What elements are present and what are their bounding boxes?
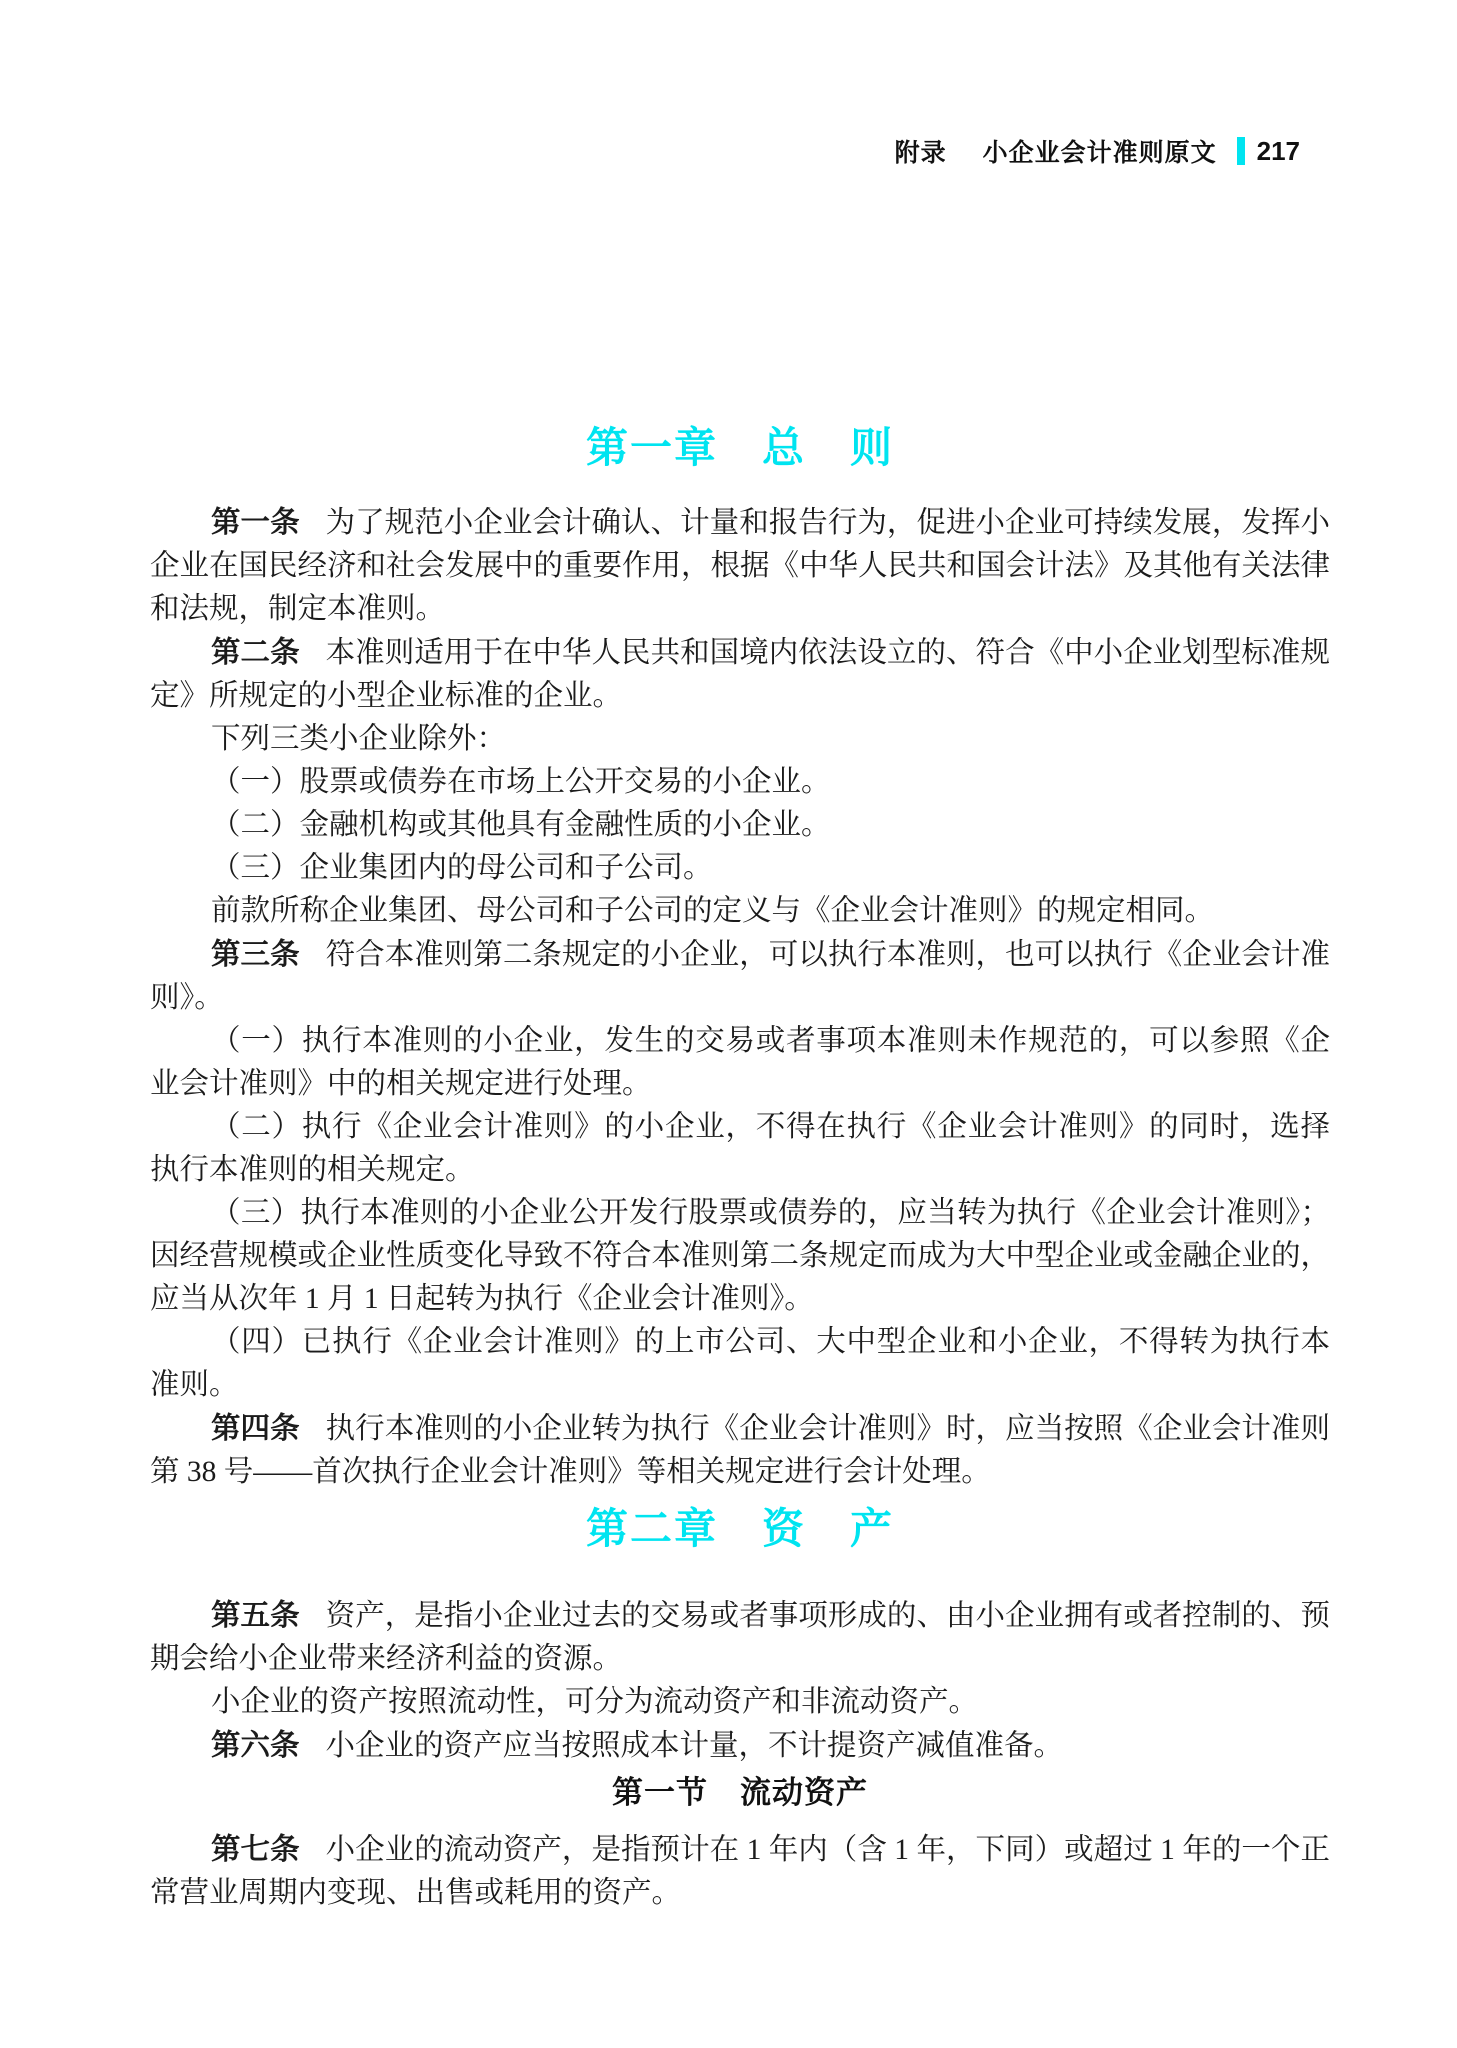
article-number: 第六条 [211, 1729, 300, 1762]
paragraph-text: 为了规范小企业会计确认、计量和报告行为，促进小企业可持续发展，发挥小企业在国民经济和社会发展中的重要作用，根据《中华人民共和国会计法》及其他有关法律和法规，制定本准则。 [150, 507, 1331, 625]
paragraph [150, 1681, 1330, 1724]
list-item-2 [150, 804, 1330, 847]
paragraph-text: 小企业的资产应当按照成本计量，不计提资产减值准备。 [325, 1730, 1064, 1762]
article-number: 第一条 [211, 506, 300, 539]
paragraph-article-6 [150, 1724, 1330, 1768]
paragraph-article-4 [150, 1407, 1330, 1494]
paragraph-text: 前款所称企业集团、母公司和子公司的定义与《企业会计准则》的规定相同。 [211, 895, 1215, 927]
paragraph-text: 执行本准则的小企业转为执行《企业会计准则》时，应当按照《企业会计准则第 38 号——首次执行企业会计准则》等相关规定进行会计处理。 [150, 1413, 1330, 1488]
paragraph-text: 符合本准则第二条规定的小企业，可以执行本准则，也可以执行《企业会计准则》。 [150, 939, 1330, 1014]
list-item-3 [150, 1192, 1330, 1321]
paragraph-text: 下列三类小企业除外： [211, 723, 507, 755]
article-number: 第五条 [211, 1599, 300, 1632]
paragraph-article-1 [150, 501, 1330, 631]
paragraph [150, 718, 1330, 761]
paragraph-article-3 [150, 933, 1330, 1020]
paragraph-text: （四）已执行《企业会计准则》的上市公司、大中型企业和小企业，不得转为执行本准则。 [150, 1326, 1330, 1401]
paragraph-text: （一）执行本准则的小企业，发生的交易或者事项本准则未作规范的，可以参照《企业会计准则》中的相关规定进行处理。 [150, 1025, 1330, 1100]
list-item-3 [150, 847, 1330, 890]
paragraph-text: （三）执行本准则的小企业公开发行股票或债券的，应当转为执行《企业会计准则》；因经营规模或企业性质变化导致不符合本准则第二条规定而成为大中型企业或金融企业的，应当从次年 1 月 1 日起转为执行《企业会计准则》。 [150, 1197, 1331, 1315]
list-item-1 [150, 1020, 1330, 1106]
main-text-column [150, 0, 1330, 1915]
paragraph-article-5 [150, 1594, 1330, 1681]
paragraph-text: （一）股票或债券在市场上公开交易的小企业。 [211, 766, 831, 798]
article-number: 第四条 [211, 1412, 300, 1445]
list-item-1 [150, 761, 1330, 804]
paragraph [150, 890, 1330, 933]
list-item-4 [150, 1321, 1330, 1407]
article-number: 第二条 [211, 636, 300, 669]
paragraph-text: （二）执行《企业会计准则》的小企业，不得在执行《企业会计准则》的同时，选择执行本准则的相关规定。 [150, 1111, 1330, 1186]
section-1-title: 第一节 流动资产 [612, 1775, 868, 1810]
paragraph-text: （二）金融机构或其他具有金融性质的小企业。 [211, 809, 831, 841]
article-number: 第七条 [211, 1833, 300, 1866]
chapter-1-title: 第一章 总 则 [585, 424, 894, 471]
paragraph-text: 小企业的资产按照流动性，可分为流动资产和非流动资产。 [211, 1686, 979, 1718]
article-number: 第三条 [211, 938, 300, 971]
paragraph-text: 资产，是指小企业过去的交易或者事项形成的、由小企业拥有或者控制的、预期会给小企业带来经济利益的资源。 [150, 1600, 1330, 1675]
paragraph-article-7 [150, 1828, 1330, 1915]
page-number: 217 [1256, 135, 1300, 166]
paragraph-text: （三）企业集团内的母公司和子公司。 [211, 852, 713, 884]
list-item-2 [150, 1106, 1330, 1192]
paragraph-article-2 [150, 631, 1330, 718]
chapter-2-title: 第二章 资 产 [585, 1505, 894, 1552]
header-title: 小企业会计准则原文 [982, 139, 1217, 167]
header-section-label: 附录 [894, 139, 947, 167]
paragraph-text: 本准则适用于在中华人民共和国境内依法设立的、符合《中小企业划型标准规定》所规定的小型企业标准的企业。 [150, 637, 1330, 712]
paragraph-text: 小企业的流动资产，是指预计在 1 年内（含 1 年，下同）或超过 1 年的一个正常营业周期内变现、出售或耗用的资产。 [150, 1834, 1330, 1909]
